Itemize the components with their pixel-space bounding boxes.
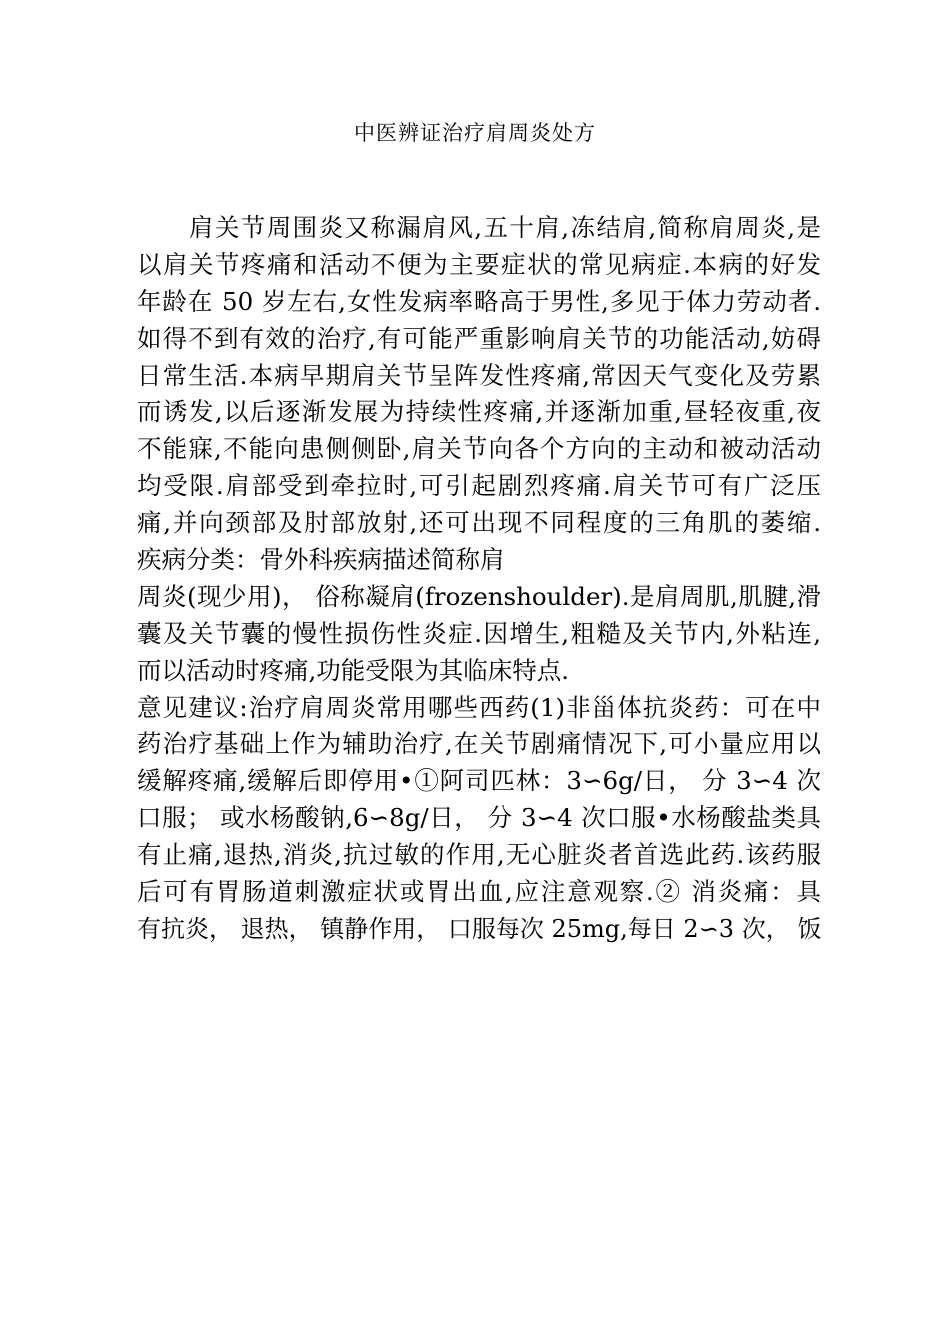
text-line: 有止痛,退热,消炎,抗过敏的作用,无心脏炎者首选此药.该药服 bbox=[137, 840, 821, 870]
text-line: 如得不到有效的治疗,有可能严重影响肩关节的功能活动,妨碍 bbox=[137, 323, 821, 353]
text-line: 周炎(现少用)， 俗称凝肩(frozenshoulder).是肩周肌,肌腱,滑 bbox=[137, 581, 821, 611]
text-line: 疾病分类：骨外科疾病描述简称肩 bbox=[137, 545, 505, 575]
text-line: 药治疗基础上作为辅助治疗,在关节剧痛情况下,可小量应用以 bbox=[137, 729, 821, 759]
text-line: 而以活动时疼痛,功能受限为其临床特点. bbox=[137, 655, 570, 685]
text-line: 均受限.肩部受到牵拉时,可引起剧烈疼痛.肩关节可有广泛压 bbox=[137, 471, 821, 501]
text-line: 囊及关节囊的慢性损伤性炎症.因增生,粗糙及关节内,外粘连, bbox=[137, 618, 821, 648]
text-line: 意见建议:治疗肩周炎常用哪些西药(1)非甾体抗炎药：可在中 bbox=[137, 692, 821, 722]
text-line: 有抗炎， 退热， 镇静作用， 口服每次 25mg,每日 2∽3 次， 饭 bbox=[137, 914, 821, 943]
text-line: 以肩关节疼痛和活动不便为主要症状的常见病症.本病的好发 bbox=[137, 249, 821, 279]
text-line: 年龄在 50 岁左右,女性发病率略高于男性,多见于体力劳动者. bbox=[137, 286, 821, 316]
text-line: 痛,并向颈部及肘部放射,还可出现不同程度的三角肌的萎缩. bbox=[137, 508, 821, 538]
text-line: 缓解疼痛,缓解后即停用•①阿司匹林：3∽6g/日， 分 3∽4 次 bbox=[137, 766, 821, 796]
text-line: 不能寐,不能向患侧侧卧,肩关节向各个方向的主动和被动活动 bbox=[137, 434, 821, 464]
text-line: 日常生活.本病早期肩关节呈阵发性疼痛,常因天气变化及劳累 bbox=[137, 360, 821, 390]
text-line: 肩关节周围炎又称漏肩风,五十肩,冻结肩,简称肩周炎,是 bbox=[137, 213, 821, 242]
text-line: 口服； 或水杨酸钠,6∽8g/日， 分 3∽4 次口服•水杨酸盐类具 bbox=[137, 803, 821, 833]
text-line: 而诱发,以后逐渐发展为持续性疼痛,并逐渐加重,昼轻夜重,夜 bbox=[137, 397, 821, 427]
document-body bbox=[137, 210, 821, 948]
text-line: 后可有胃肠道刺激症状或胃出血,应注意观察.② 消炎痛：具 bbox=[137, 877, 821, 907]
document-title: 中医辨证治疗肩周炎处方 bbox=[354, 121, 596, 145]
